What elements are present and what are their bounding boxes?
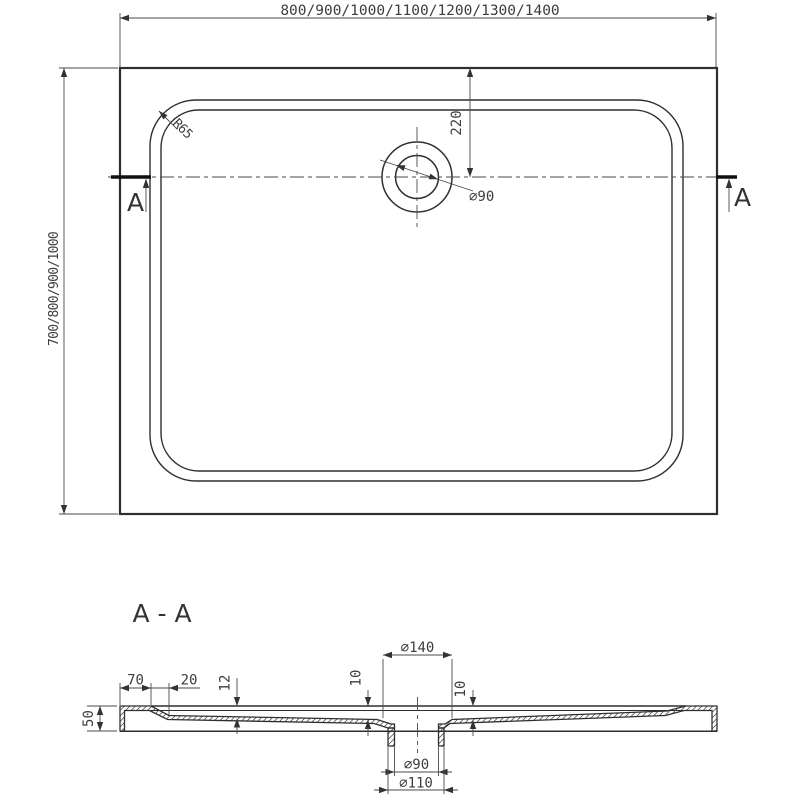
drain-offset-label: 220 bbox=[449, 110, 465, 136]
recess-diameter-label: ⌀140 bbox=[400, 640, 435, 656]
depth-right-label: 10 bbox=[453, 680, 469, 698]
section-letter-left: A bbox=[127, 188, 145, 217]
tray-basin-inner-line bbox=[161, 110, 672, 471]
top-view bbox=[47, 3, 751, 514]
width-dimension-label: 800/900/1000/1100/1200/1300/1400 bbox=[280, 3, 560, 19]
drain-hole-dimension bbox=[381, 747, 452, 776]
depth-left-dimension bbox=[349, 670, 372, 736]
height-dimension bbox=[47, 68, 118, 514]
spigot-label: ⌀110 bbox=[399, 775, 433, 792]
depth-label: 12 bbox=[217, 674, 234, 692]
shell-left-half bbox=[120, 706, 395, 731]
section-cut-marker-left bbox=[111, 177, 151, 217]
corner-radius-leader bbox=[159, 111, 195, 142]
corner-radius-label: R65 bbox=[169, 116, 195, 142]
tray-outer-edge bbox=[120, 68, 717, 514]
depth-left-label: 10 bbox=[348, 669, 365, 687]
drain-hole-label: ⌀90 bbox=[403, 757, 430, 773]
section-title: A - A bbox=[132, 599, 192, 628]
step-width-label: 20 bbox=[180, 672, 198, 689]
drain-diameter-label: ⌀90 bbox=[469, 189, 495, 205]
section-letter-right: A bbox=[734, 183, 752, 212]
section-view bbox=[81, 599, 717, 794]
height-dimension-label: 700/800/900/1000 bbox=[47, 231, 62, 347]
depth-right-dimension bbox=[453, 681, 476, 736]
total-height-label: 50 bbox=[81, 710, 97, 727]
depth-dimension bbox=[218, 675, 241, 734]
total-height-dimension bbox=[81, 706, 117, 731]
section-profile bbox=[120, 697, 717, 753]
section-cut-marker-right bbox=[716, 177, 751, 212]
tray-basin-outer-line bbox=[150, 100, 683, 481]
width-dimension bbox=[120, 3, 716, 67]
shell-right-half bbox=[439, 706, 718, 731]
drain-offset-dimension bbox=[449, 68, 473, 177]
rim-width-label: 70 bbox=[127, 672, 144, 689]
